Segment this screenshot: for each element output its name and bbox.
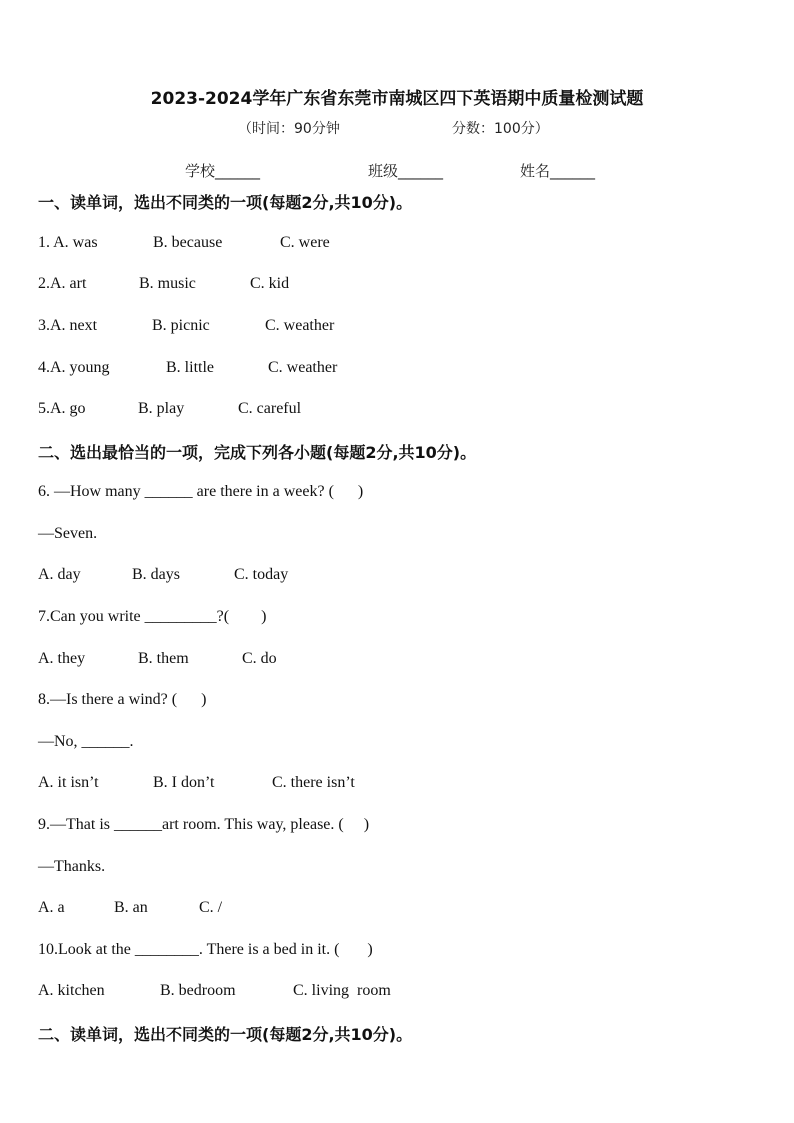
class-field: 班级______ [368, 162, 444, 180]
question-option-b: B. because [153, 234, 223, 251]
question-option-b: B. them [138, 650, 189, 667]
question-option-b: B. I don’t [153, 774, 215, 791]
question-option-a: A. a [38, 899, 65, 916]
answer-text: —Seven. [38, 525, 98, 542]
school-field: 学校______ [185, 162, 261, 180]
question-option-b: B. music [139, 275, 196, 292]
question-option-a: 4.A. young [38, 359, 110, 376]
question-option-b: B. bedroom [160, 982, 236, 999]
question-option-c: C. were [280, 234, 330, 251]
question-option-a: 5.A. go [38, 400, 86, 417]
question-text: 9.—That is ______art room. This way, please. ( ) [38, 816, 370, 833]
question-option-b: B. picnic [152, 317, 210, 334]
question-text: 10.Look at the ________. There is a bed in it. ( ) [38, 941, 373, 958]
question-option-c: C. there isn’t [272, 774, 355, 791]
section-title: 二、选出最恰当的一项，完成下列各小题(每题2分,共10分)。 [38, 443, 477, 462]
question-option-b: B. play [138, 400, 185, 417]
question-option-c: C. kid [250, 275, 290, 292]
time-info: （时间：90分钟 [238, 121, 340, 137]
answer-text: —Thanks. [38, 858, 106, 875]
question-text: 6. —How many ______ are there in a week? ( ) [38, 483, 364, 500]
name-field: 姓名______ [520, 162, 596, 180]
question-option-a: A. they [38, 650, 86, 667]
question-option-a: A. kitchen [38, 982, 105, 999]
question-option-a: 1. A. was [38, 234, 98, 251]
question-text: 7.Can you write _________?( ) [38, 608, 267, 625]
section-title: 一、读单词，选出不同类的一项(每题2分,共10分)。 [38, 193, 413, 212]
exam-title: 2023-2024学年广东省东莞市南城区四下英语期中质量检测试题 [150, 89, 644, 109]
answer-text: —No, ______. [38, 733, 134, 750]
question-option-a: A. day [38, 566, 81, 583]
question-option-b: B. days [132, 566, 180, 583]
question-option-c: C. weather [268, 359, 338, 376]
question-option-a: 2.A. art [38, 275, 87, 292]
question-option-a: A. it isn’t [38, 774, 99, 791]
question-option-c: C. do [242, 650, 277, 667]
question-text: 8.—Is there a wind? ( ) [38, 691, 207, 708]
question-option-a: 3.A. next [38, 317, 98, 334]
section-title: 二、读单词，选出不同类的一项(每题2分,共10分)。 [38, 1025, 413, 1044]
question-option-c: C. weather [265, 317, 335, 334]
question-option-c: C. careful [238, 400, 302, 417]
question-option-b: B. an [114, 899, 148, 916]
question-option-c: C. living room [293, 982, 391, 999]
score-info: 分数：100分） [452, 121, 549, 137]
question-option-c: C. today [234, 566, 289, 583]
question-option-c: C. / [199, 899, 223, 916]
question-option-b: B. little [166, 359, 214, 376]
